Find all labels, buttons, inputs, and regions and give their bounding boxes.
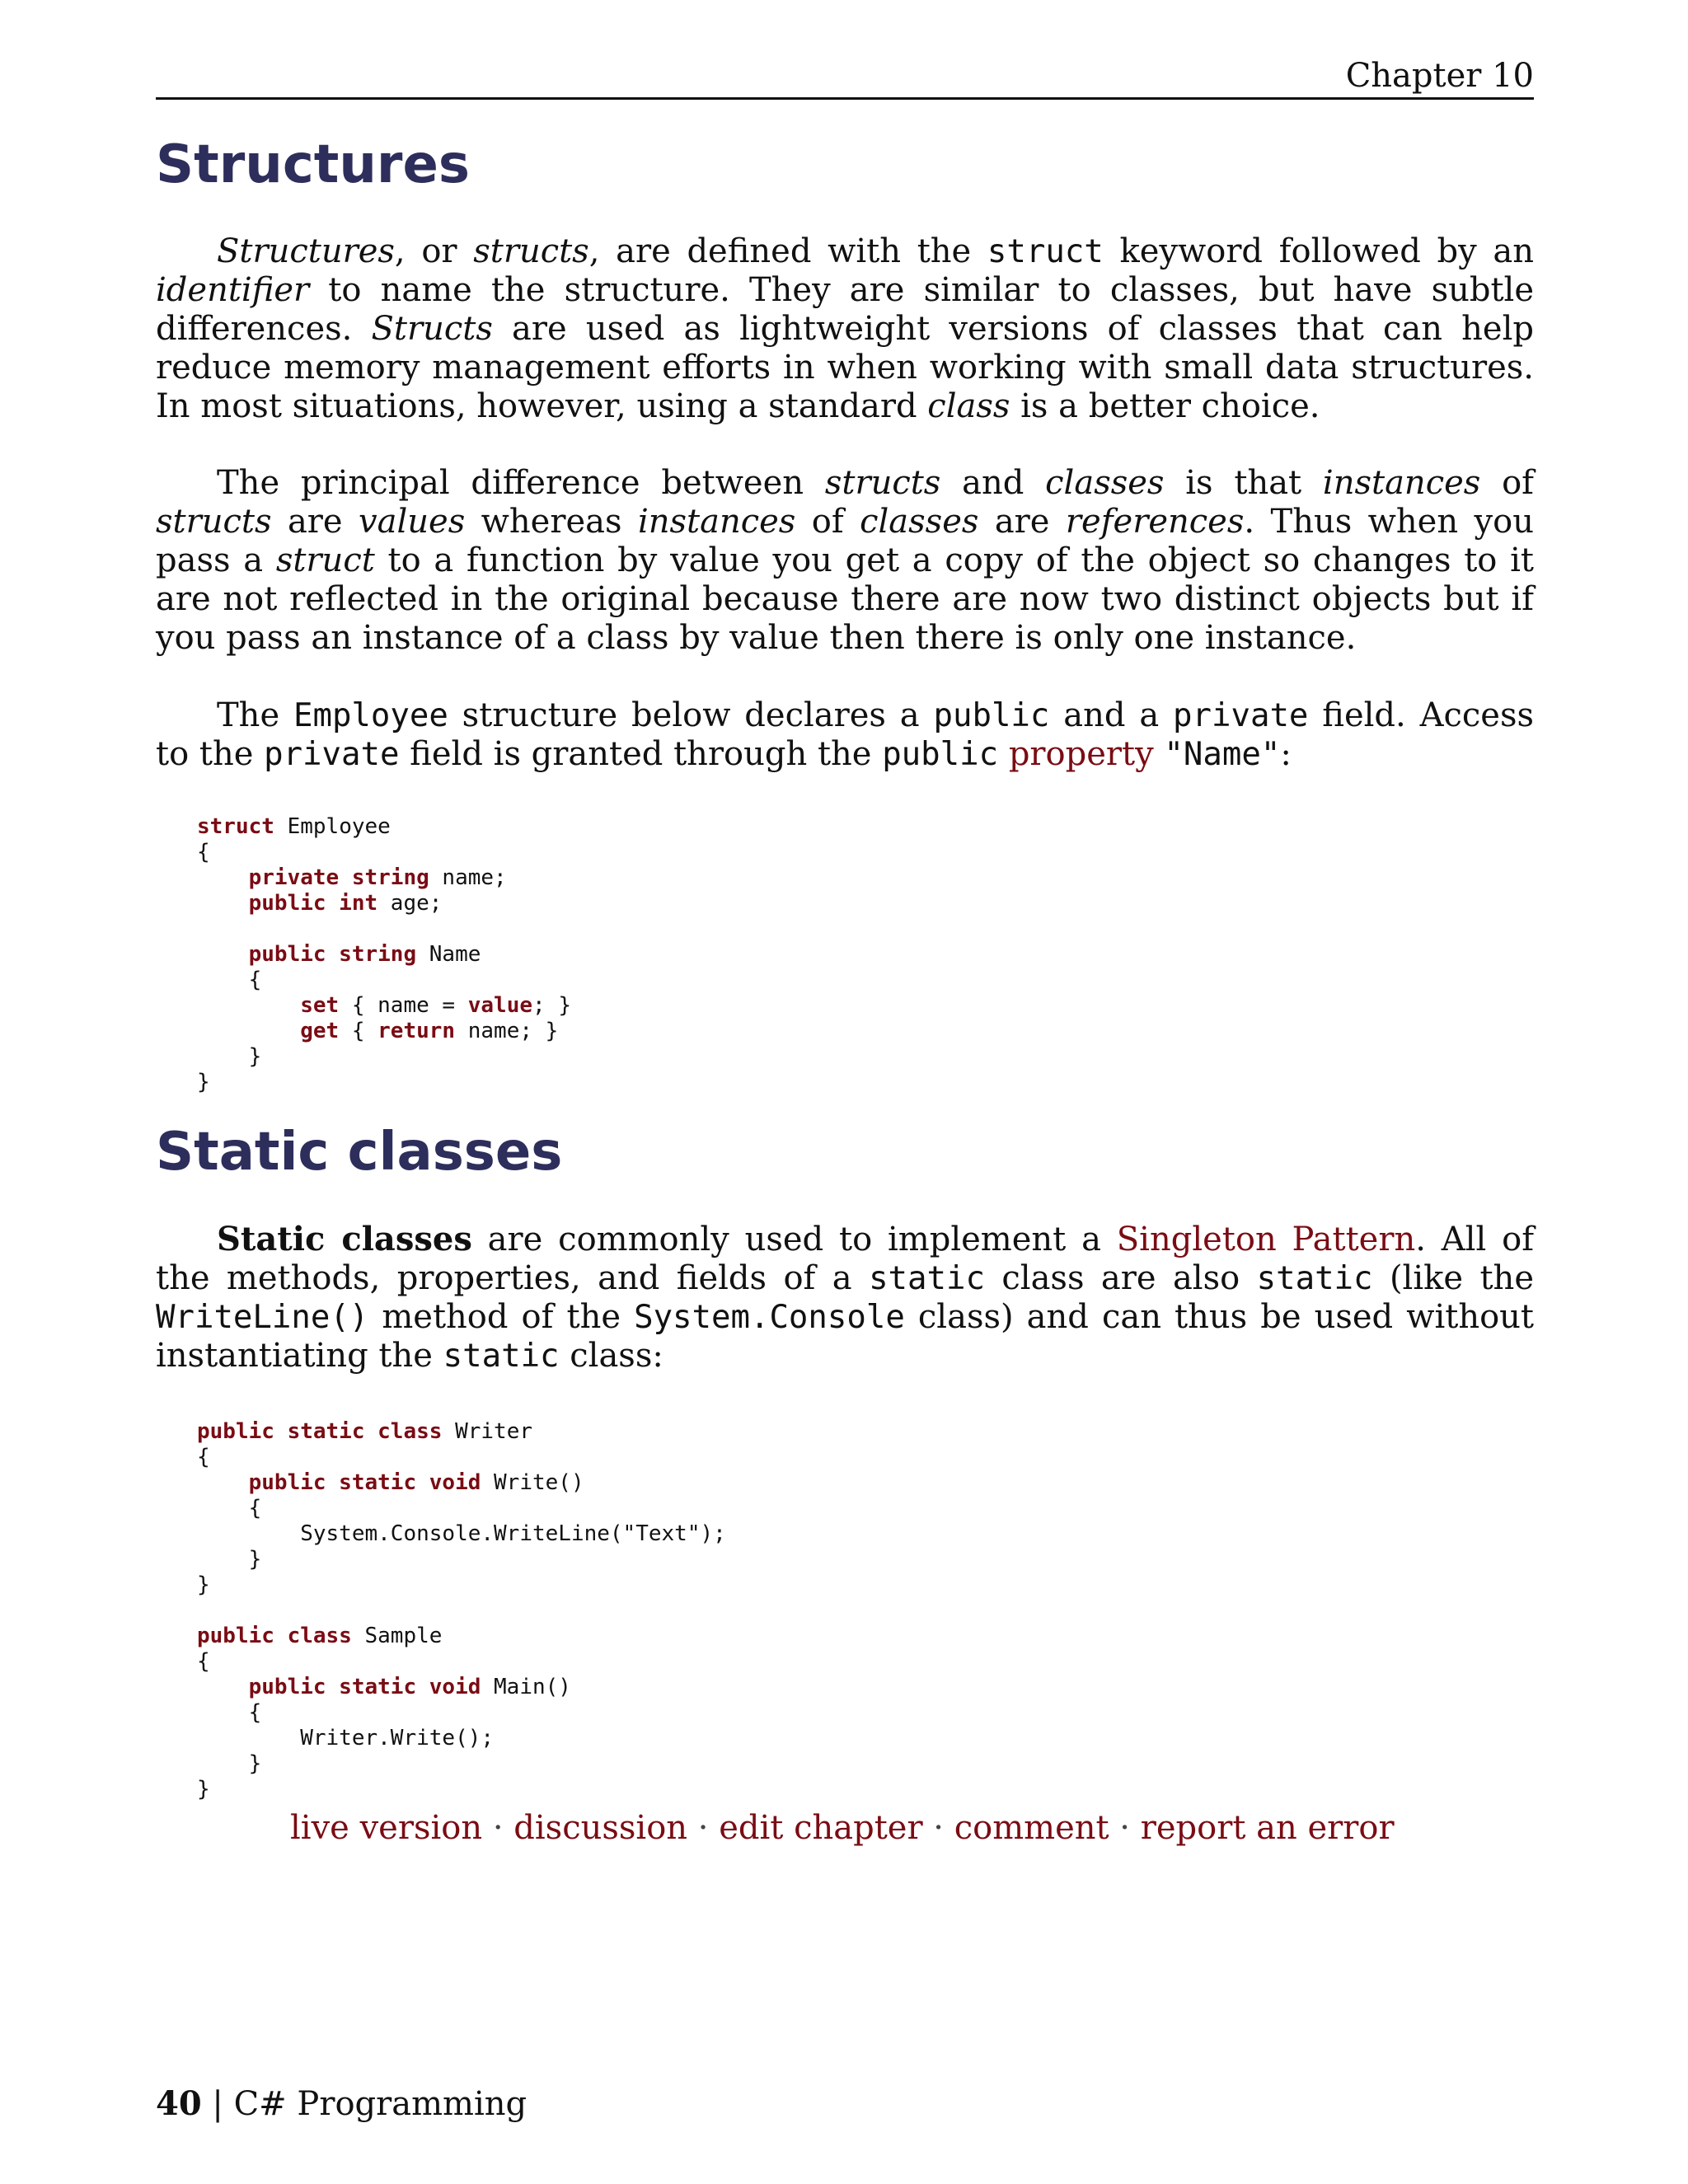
structures-paragraph-2: The principal difference between structs and classes is that instances of structs are values whereas instances of classes are references. Thus when you pass a struct to a function by value you get a copy of the object so changes to it are not reflected in the original because there are now two distinct objects but if you pass an instance of a class by value then there is only one instance. xyxy=(156,464,1534,657)
report-error-link[interactable]: report an error xyxy=(1140,1809,1395,1847)
structures-paragraph-3: The Employee structure below declares a public and a private field. Access to the private field is granted through the public property "Name": xyxy=(156,696,1535,773)
singleton-pattern-link[interactable]: Singleton Pattern xyxy=(1116,1221,1416,1258)
running-header xyxy=(156,54,1534,100)
chapter-links xyxy=(290,1807,1395,1849)
book-title: C# Programming xyxy=(233,2085,528,2123)
inline-code: public xyxy=(933,697,1050,734)
comment-link[interactable]: comment xyxy=(954,1809,1109,1847)
inline-code: "Name" xyxy=(1164,736,1281,773)
inline-code: static xyxy=(443,1338,560,1375)
separator: · xyxy=(922,1809,954,1847)
page-footer xyxy=(156,2083,527,2125)
inline-code: static xyxy=(1256,1260,1373,1297)
inline-code: public xyxy=(882,736,999,773)
inline-code: struct xyxy=(987,233,1104,270)
discussion-link[interactable]: discussion xyxy=(513,1809,688,1847)
edit-chapter-link[interactable]: edit chapter xyxy=(719,1809,923,1847)
code-block-static-classes: public static class Writer { public static void Write() { System.Console.WriteLine("Text"); } } public class Sample { public static void Main() { Writer.Write(); } } xyxy=(197,1419,726,1802)
inline-code: private xyxy=(1173,697,1309,734)
section-heading-static-classes: Static classes xyxy=(156,1122,563,1183)
separator: · xyxy=(687,1809,720,1847)
inline-code: System.Console xyxy=(634,1299,905,1336)
static-classes-paragraph: Static classes are commonly used to implement a Singleton Pattern. All of the methods, properties, and fields of a static class are also static (like the WriteLine() method of the System.Console class) and can thus be used without instantiating the static class: xyxy=(156,1220,1535,1375)
separator: · xyxy=(1109,1809,1141,1847)
inline-code: private xyxy=(264,736,400,773)
inline-code: WriteLine() xyxy=(156,1299,369,1336)
page-number: 40 xyxy=(156,2084,202,2123)
code-block-employee-struct: struct Employee { private string name; public int age; public string Name { set { name = value; } get { return name; } } } xyxy=(197,814,571,1094)
inline-code: Employee xyxy=(293,697,448,734)
section-heading-structures: Structures xyxy=(156,134,470,195)
chapter-label: Chapter 10 xyxy=(1345,57,1534,95)
footer-divider: | xyxy=(201,2085,234,2123)
inline-code: static xyxy=(869,1260,985,1297)
live-version-link[interactable]: live version xyxy=(290,1809,483,1847)
property-link[interactable]: property xyxy=(1008,735,1154,773)
structures-paragraph-1: Structures, or structs, are defined with the struct keyword followed by an identifier to name the structure. They are similar to classes, but have subtle differences. Structs are used as lightweight versions of classes that can help reduce memory management efforts in when working with small data structures. In most situations, however, using a standard class is a better choice. xyxy=(156,232,1534,425)
separator: · xyxy=(482,1809,514,1847)
